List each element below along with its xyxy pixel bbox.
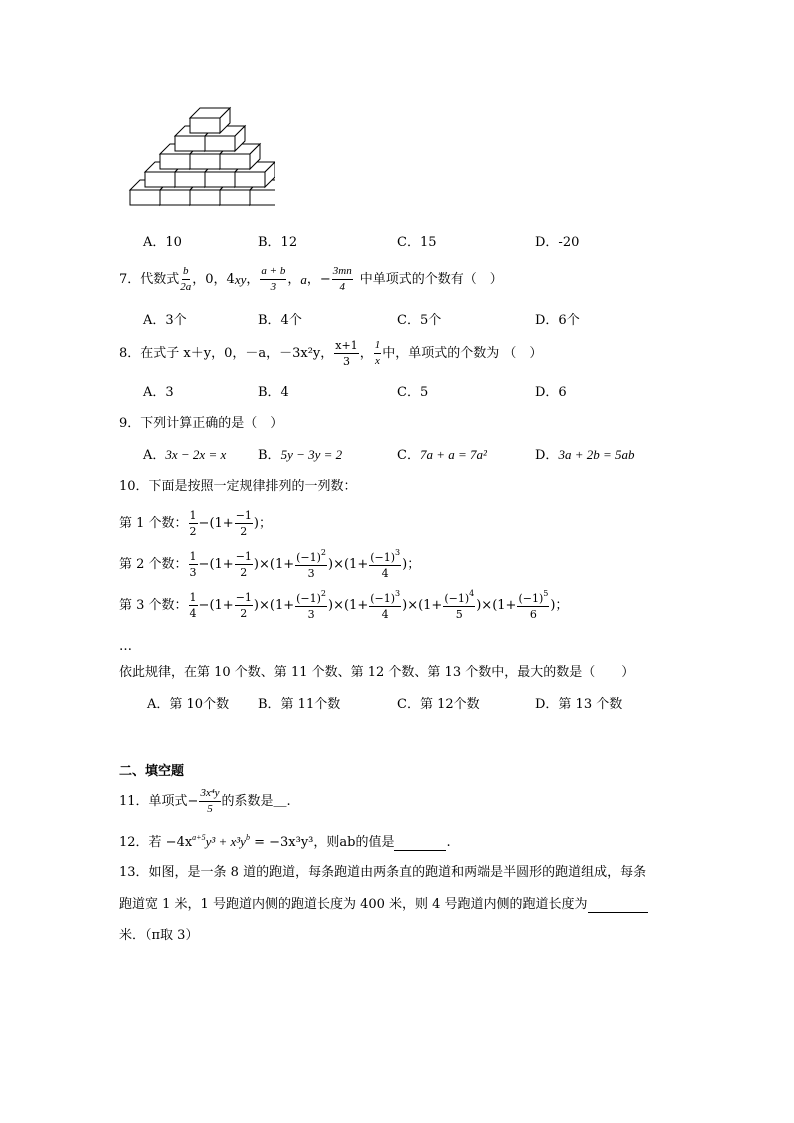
cube-face [205,172,235,187]
q9-option-c[interactable]: C．7a + a = 7a² [397,447,487,463]
q10-option-a[interactable]: A．第 10个数 [147,697,230,712]
q9-option-b[interactable]: B．5y − 3y = 2 [258,447,343,463]
q7-prefix: 7．代数式 [119,272,180,287]
q10-line-1: 第 1 个数： $\frac{1}{2}$ −(1+ $\frac{-1}{2}$ )； [119,509,272,538]
cube-face [190,154,220,169]
q10-ask: 依此规律，在第 10 个数、第 11 个数、第 12 个数、第 13 个数中，最大的数是（ ） [119,665,635,680]
q7-option-b[interactable]: B．4个 [258,313,302,328]
q6-option-b[interactable]: B．12 [258,235,298,250]
q10-line-3: 第 3 个数： $\frac{1}{4}$ −(1+ $\frac{-1}{2}$ )×(1+ $\frac{(-1)^2}{3}$ )×(1+ $\frac{(-1)^3}{4}$ )×(1+ $\frac{(-1)^4}{5}$ )×(1+ $\frac{(-1)^5}{6}$ )； [119,589,569,621]
cube-face [175,136,205,151]
q7-option-a[interactable]: A．3个 [143,313,187,328]
q7-option-d[interactable]: D．6个 [535,313,580,328]
q8-option-d[interactable]: D．6 [535,385,567,400]
section-heading: 二、填空题 [119,764,185,779]
q10-line-2: 第 2 个数： $\frac{1}{3}$ −(1+ $\frac{-1}{2}$ )×(1+ $\frac{(-1)^2}{3}$ )×(1+ $\frac{(-1)^3}{4}$ )； [119,548,421,580]
q7-fraction-1: $\frac{b}{2a}$ [180,265,192,293]
q7-option-c[interactable]: C．5个 [397,313,442,328]
q13-line-3: 米．（π取 3） [119,928,199,943]
cube-face [145,172,175,187]
q9-stem: 9．下列计算正确的是（ ） [119,416,284,431]
cube-face [220,190,250,205]
q12-stem: 12．若 $-4x^{a+5}y^3 + x^3y^b = -3x^3y^3$，则ab的值是 . [119,833,451,850]
q6-option-a[interactable]: A．10 [143,235,182,250]
q12-answer-blank[interactable] [394,837,446,851]
q7-fraction-2: $\frac{a + b}{3}$ [261,265,286,293]
cube-face [130,190,160,205]
q10-stem: 10．下面是按照一定规律排列的一列数： [119,479,357,494]
q13-answer-blank[interactable] [588,899,648,913]
q8-fraction-1: $\frac{x+1}{3}$ [335,339,358,368]
cube-face [220,154,250,169]
q8-option-c[interactable]: C．5 [397,385,429,400]
q10-option-d[interactable]: D．第 13 个数 [535,697,623,712]
q10-ellipsis: … [119,639,132,654]
q9-option-d[interactable]: D．3a + 2b = 5ab [535,447,635,463]
cube-face [235,172,265,187]
q10-option-b[interactable]: B．第 11个数 [258,697,341,712]
q11-stem: 11．单项式− $\frac{\text{3x⁴y}}{5}$ 的系数是＿. [119,787,291,815]
q6-option-c[interactable]: C．15 [397,235,437,250]
q7-fraction-3: $\frac{3mn}{4}$ [332,265,352,293]
q8-fraction-2: $\frac{1}{x}$ [374,339,381,367]
q8-option-a[interactable]: A．3 [143,385,174,400]
q8-stem: 8．在式子 x＋y，0，－a，－3x²y， $\frac{x+1}{3}$ ， $\frac{1}{x}$ 中，单项式的个数为 （ ） [119,339,543,368]
cube-face [205,136,235,151]
cube-face [160,190,190,205]
cube-face [160,154,190,169]
q7-stem: 7．代数式 $\frac{b}{2a}$ ，0，4 xy ， $\frac{a + b}{3}$ ， a ，− $\frac{3mn}{4}$ 中单项式的个数有（ ） [119,265,503,293]
cube-pyramid-figure [115,100,275,212]
q6-option-d[interactable]: D．-20 [535,235,580,250]
cube-face [190,118,220,133]
q13-line-2: 跑道宽 1 米，1 号跑道内侧的跑道长度为 400 米，则 4 号跑道内侧的跑道长度为 [119,898,648,913]
q10-option-c[interactable]: C．第 12个数 [397,697,480,712]
cube-face [250,190,275,205]
cube-face [175,172,205,187]
q8-option-b[interactable]: B．4 [258,385,289,400]
cube-face [190,190,220,205]
q9-option-a[interactable]: A．3x − 2x = x [143,447,227,463]
q13-line-1: 13．如图，是一条 8 道的跑道，每条跑道由两条直的跑道和两端是半圆形的跑道组成，每条 [119,865,647,880]
